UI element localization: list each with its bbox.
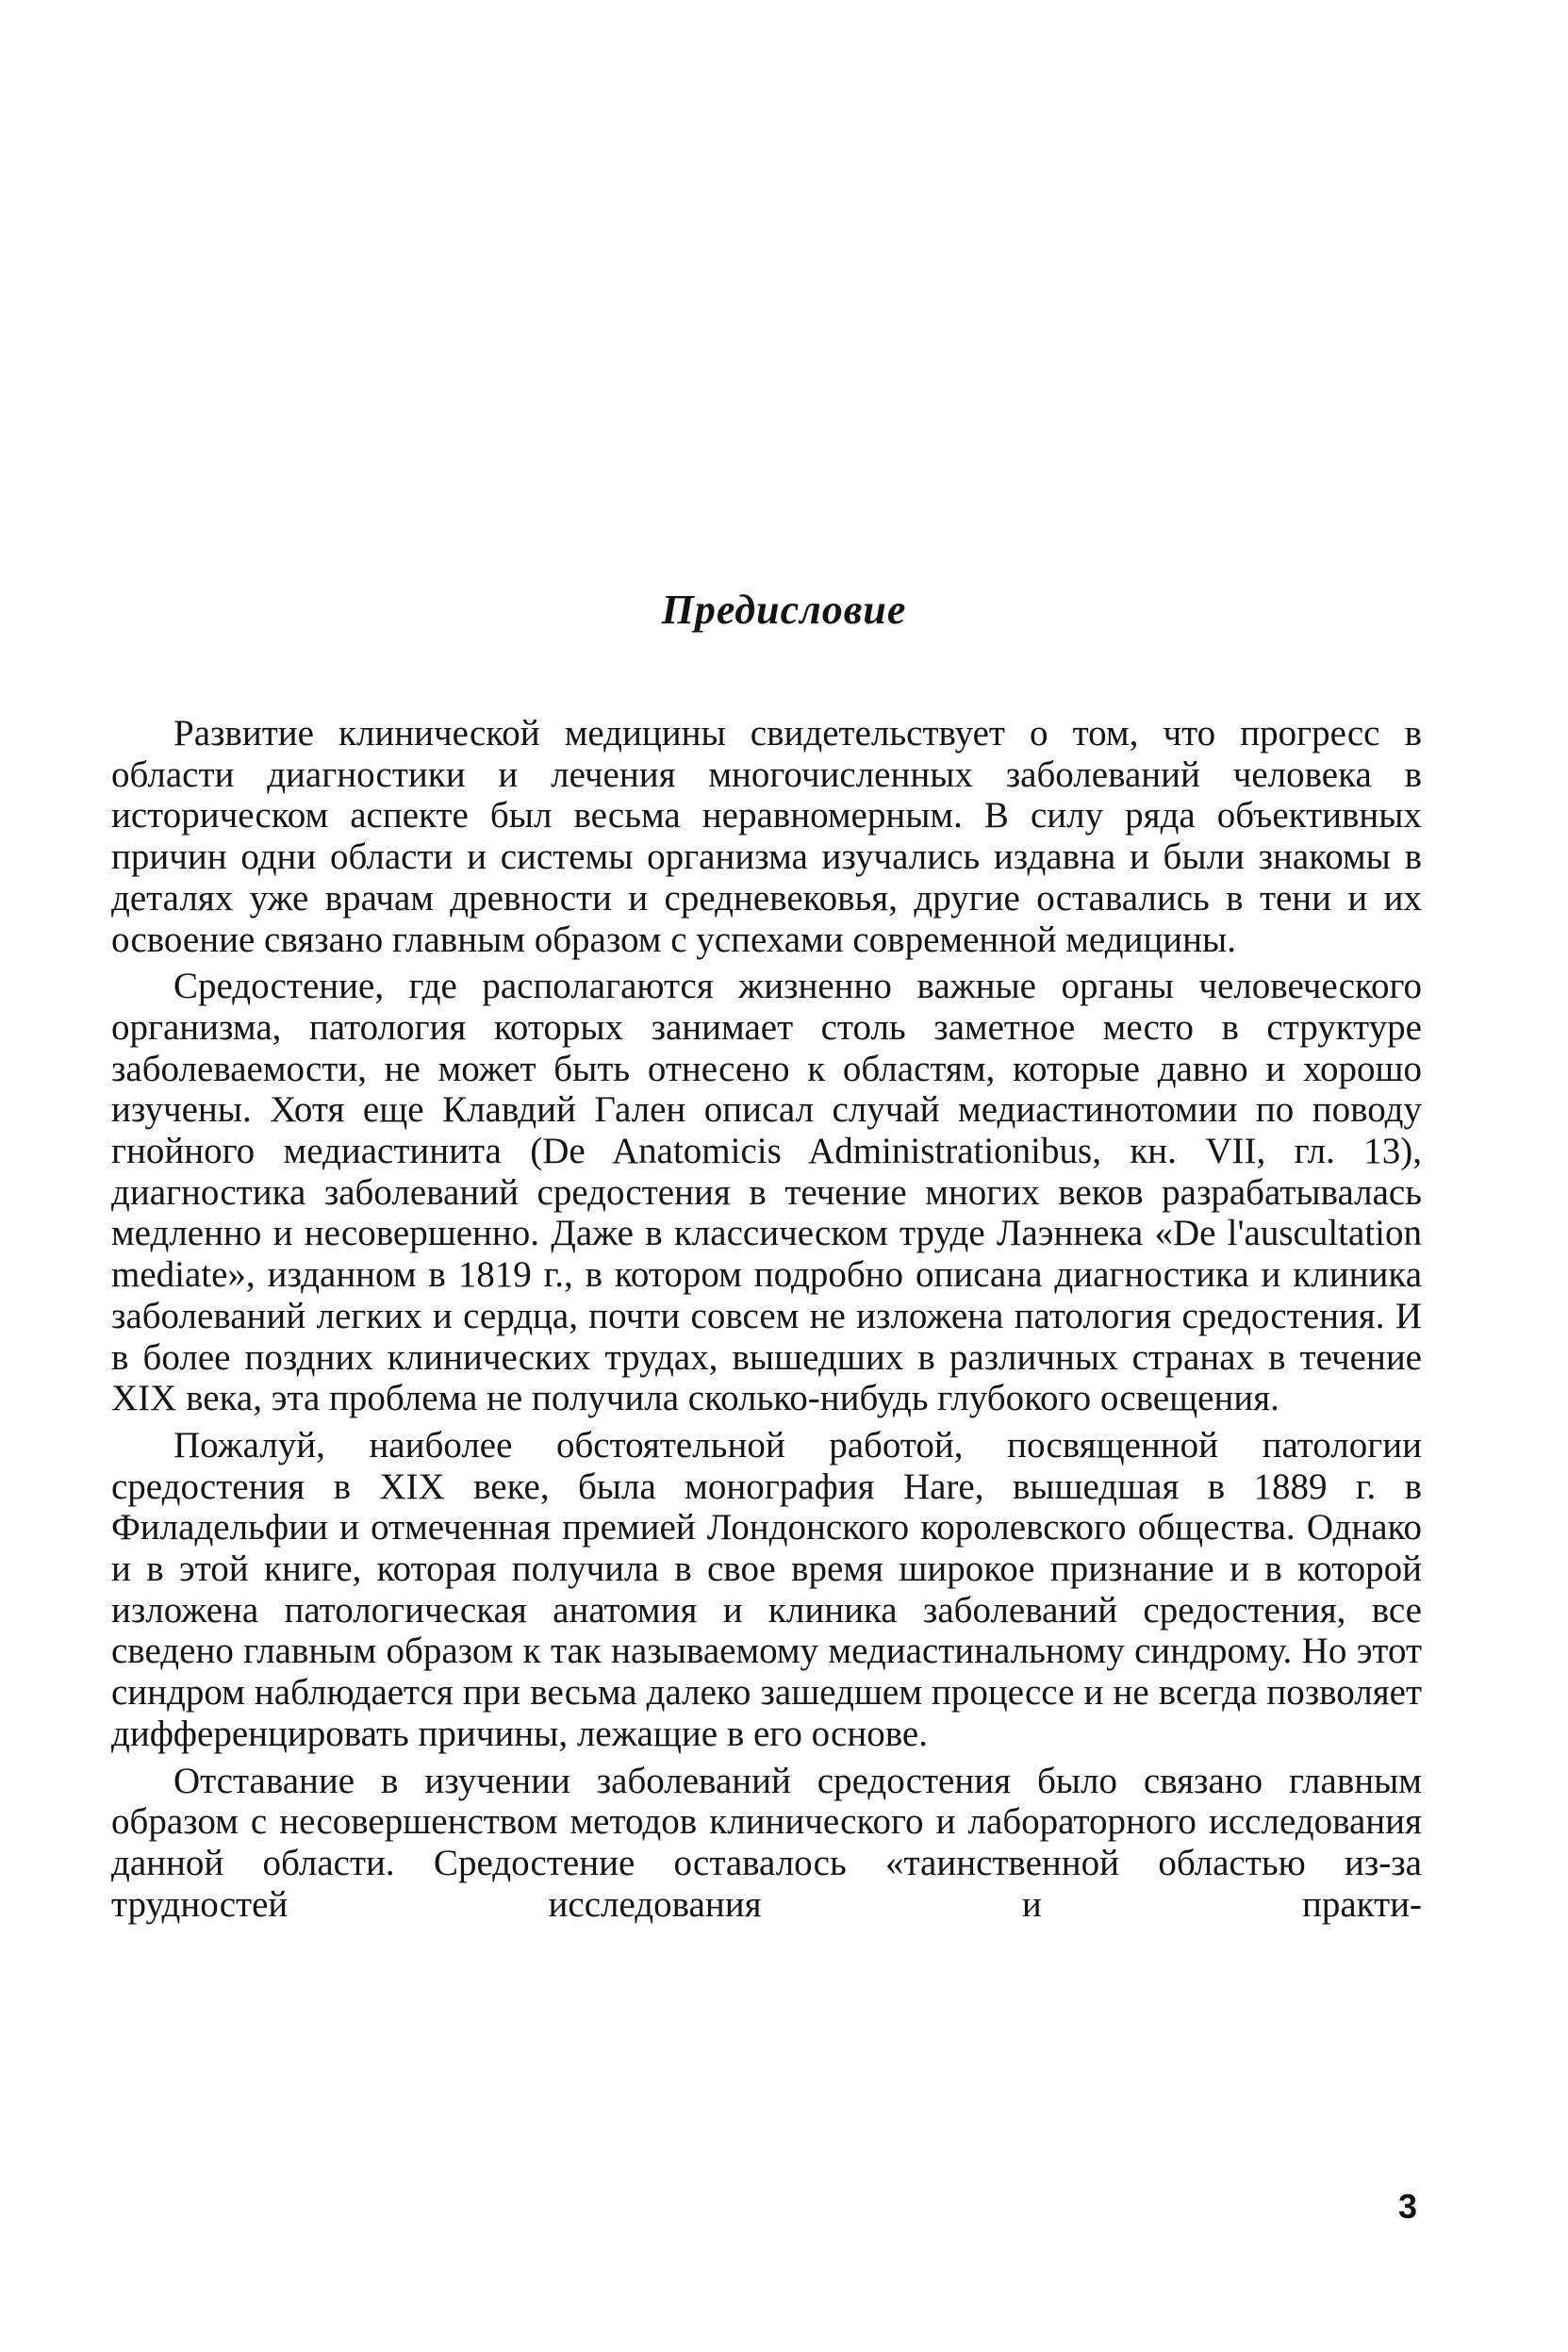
- paragraph-2: Средостение, где располагаются жизненно важные органы человеческого организма, патология которых занимает столь заметное место в структуре заболеваемости, не может быть отнесено к областям, которые давно и хорошо изучены. Хотя еще Клавдий Гален описал случай медиастинотомии по поводу гнойного медиастинита (De Anatomicis Administrationibus, кн. VII, гл. 13), диагностика заболеваний средостения в течение многих веков разрабатывалась медленно и несовершенно. Даже в классическом труде Лаэннека «De l'auscultation mediate», изданном в 1819 г., в котором подробно описана диагностика и клиника заболеваний легких и сердца, почти совсем не изложена патология средостения. И в более поздних клинических трудах, вышедших в различных странах в течение XIX века, эта проблема не получила сколько-нибудь глубокого освещения.: [111, 966, 1422, 1419]
- paragraph-1: Развитие клинической медицины свидетельствует о том, что прогресс в области диагностики и лечения многочисленных заболеваний человека в историческом аспекте был весьма неравномерным. В силу ряда объективных причин одни области и системы организма изучались издавна и были знакомы в деталях уже врачам древности и средневековья, другие оставались в тени и их освоение связано главным образом с успехами современной медицины.: [111, 713, 1422, 960]
- page-title: Предисловие: [661, 587, 907, 634]
- paragraph-3: Пожалуй, наиболее обстоятельной работой, посвященной патологии средостения в XIX веке, была монография Hare, вышедшая в 1889 г. в Филадельфии и отмеченная премией Лондонского королевского общества. Однако и в этой книге, которая получила в свое время широкое признание и в которой изложена патологическая анатомия и клиника заболеваний средостения, все сведено главным образом к так называемому медиастинальному синдрому. Но этот синдром наблюдается при весьма далеко зашедшем процессе и не всегда позволяет дифференцировать причины, лежащие в его основе.: [111, 1424, 1422, 1754]
- body-text: [111, 713, 1422, 1930]
- page-number: 3: [1397, 2187, 1417, 2226]
- paragraph-4: Отставание в изучении заболеваний средостения было связано главным образом с несовершенством методов клинического и лабораторного исследования данной области. Средостение оставалось «таинственной областью из-за трудностей исследования и практи-: [111, 1760, 1422, 1925]
